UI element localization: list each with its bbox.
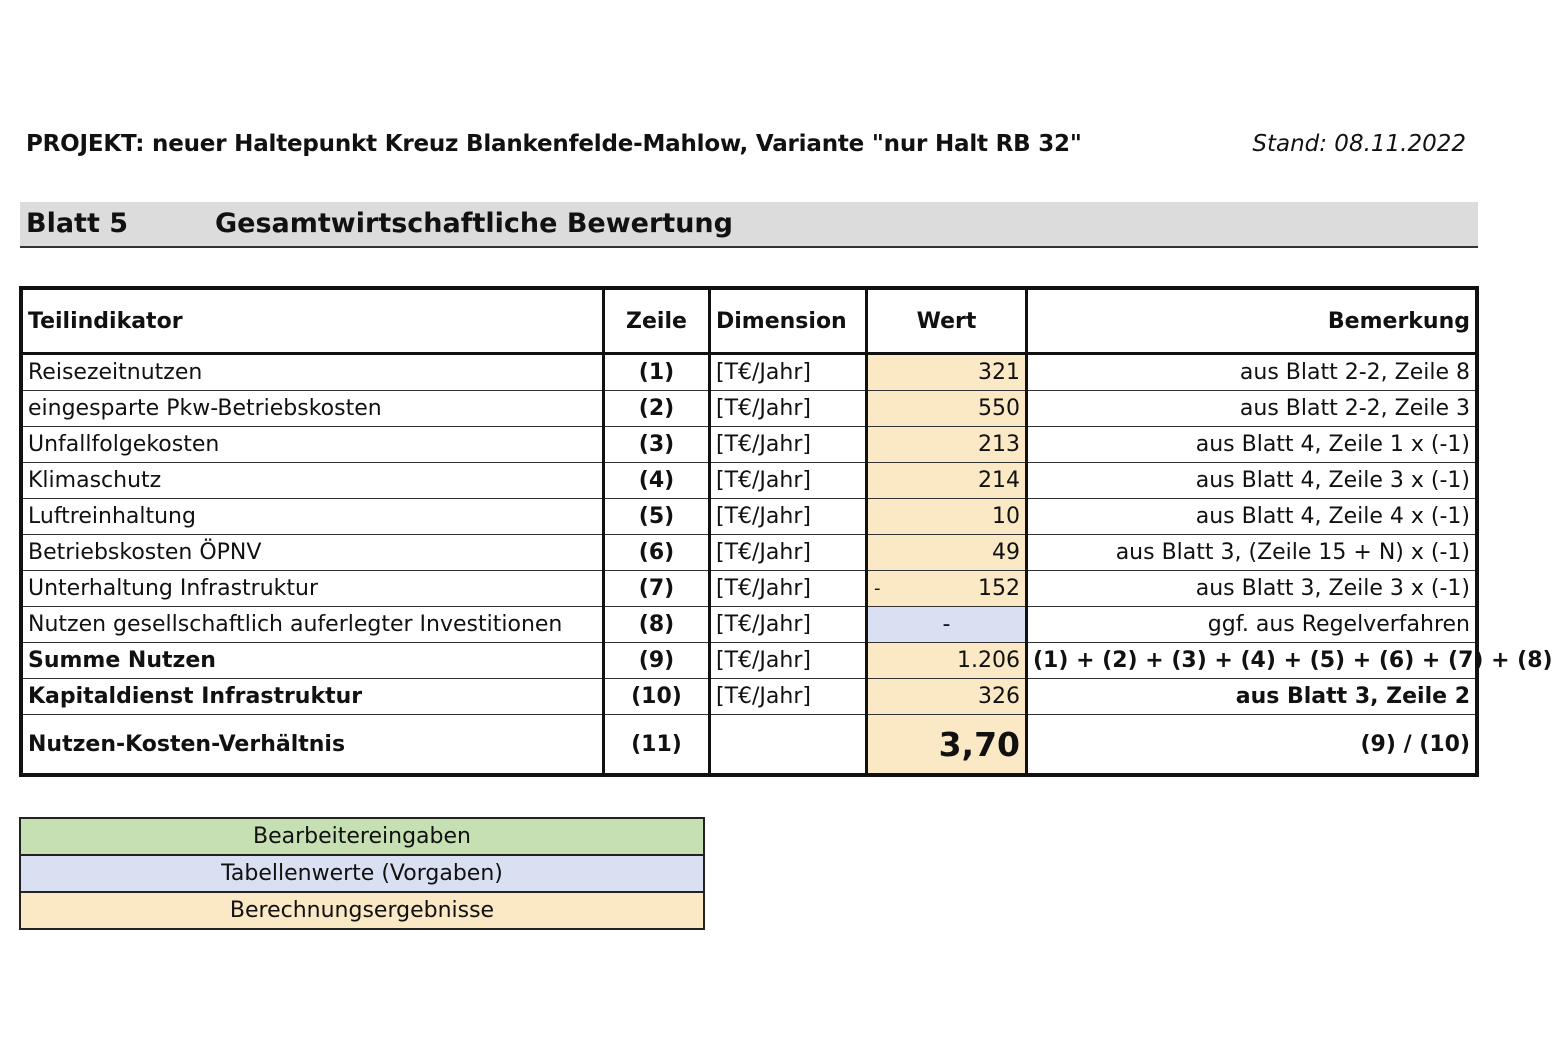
line-cell: (10)	[604, 679, 710, 715]
remark-cell: ggf. aus Regelverfahren	[1027, 607, 1478, 643]
value-cell: 213	[867, 427, 1027, 463]
header-dimension: Dimension	[710, 288, 867, 354]
line-cell: (5)	[604, 499, 710, 535]
header-remark: Bemerkung	[1027, 288, 1478, 354]
header-value: Wert	[867, 288, 1027, 354]
remark-cell: (1) + (2) + (3) + (4) + (5) + (6) + (7) + (8)	[1027, 643, 1478, 679]
table-row	[21, 679, 1477, 715]
table-row	[21, 715, 1477, 776]
value-sign: -	[874, 578, 881, 599]
legend-item-results: Berechnungsergebnisse	[20, 892, 704, 929]
line-cell: (1)	[604, 354, 710, 391]
dimension-cell: [T€/Jahr]	[710, 607, 867, 643]
value-cell	[867, 571, 1027, 607]
indicator-cell: eingesparte Pkw-Betriebskosten	[21, 391, 604, 427]
table-row	[21, 354, 1477, 391]
indicator-cell: Luftreinhaltung	[21, 499, 604, 535]
value-cell: 326	[867, 679, 1027, 715]
remark-cell: aus Blatt 3, Zeile 2	[1027, 679, 1478, 715]
indicator-cell: Reisezeitnutzen	[21, 354, 604, 391]
remark-cell: aus Blatt 2-2, Zeile 3	[1027, 391, 1478, 427]
table-row	[21, 391, 1477, 427]
remark-cell: aus Blatt 4, Zeile 1 x (-1)	[1027, 427, 1478, 463]
remark-cell: aus Blatt 4, Zeile 3 x (-1)	[1027, 463, 1478, 499]
value-cell: 10	[867, 499, 1027, 535]
table-row	[21, 535, 1477, 571]
indicator-cell: Betriebskosten ÖPNV	[21, 535, 604, 571]
evaluation-table	[19, 286, 1553, 777]
value-cell: 49	[867, 535, 1027, 571]
line-cell: (9)	[604, 643, 710, 679]
dimension-cell: [T€/Jahr]	[710, 499, 867, 535]
table-row	[21, 571, 1477, 607]
line-cell: (2)	[604, 391, 710, 427]
remark-cell: aus Blatt 3, (Zeile 15 + N) x (-1)	[1027, 535, 1478, 571]
remark-cell: (9) / (10)	[1027, 715, 1478, 776]
line-cell: (8)	[604, 607, 710, 643]
dimension-cell: [T€/Jahr]	[710, 535, 867, 571]
value-cell: 3,70	[867, 715, 1027, 776]
indicator-cell: Summe Nutzen	[21, 643, 604, 679]
stand-date: Stand: 08.11.2022	[1252, 131, 1466, 157]
header-indicator: Teilindikator	[21, 288, 604, 354]
dimension-cell: [T€/Jahr]	[710, 391, 867, 427]
table-row	[21, 643, 1477, 679]
sheet-title: Gesamtwirtschaftliche Bewertung	[215, 208, 733, 239]
dimension-cell: [T€/Jahr]	[710, 427, 867, 463]
sheet-number: Blatt 5	[26, 208, 129, 239]
remark-cell: aus Blatt 3, Zeile 3 x (-1)	[1027, 571, 1478, 607]
value-cell: 214	[867, 463, 1027, 499]
dimension-cell	[710, 715, 867, 776]
project-title: PROJEKT: neuer Haltepunkt Kreuz Blankenfelde-Mahlow, Variante "nur Halt RB 32"	[26, 131, 1082, 157]
table-row	[21, 499, 1477, 535]
table-row	[21, 463, 1477, 499]
line-cell: (11)	[604, 715, 710, 776]
remark-cell: aus Blatt 2-2, Zeile 8	[1027, 354, 1478, 391]
header-line: Zeile	[604, 288, 710, 354]
line-cell: (3)	[604, 427, 710, 463]
value-cell: 550	[867, 391, 1027, 427]
legend-item-inputs: Bearbeitereingaben	[20, 818, 704, 855]
indicator-cell: Kapitaldienst Infrastruktur	[21, 679, 604, 715]
indicator-cell: Klimaschutz	[21, 463, 604, 499]
legend-item-table-values: Tabellenwerte (Vorgaben)	[20, 855, 704, 892]
indicator-cell: Nutzen gesellschaftlich auferlegter Investitionen	[21, 607, 604, 643]
dimension-cell: [T€/Jahr]	[710, 354, 867, 391]
dimension-cell: [T€/Jahr]	[710, 571, 867, 607]
table-row	[21, 427, 1477, 463]
indicator-cell: Unfallfolgekosten	[21, 427, 604, 463]
value-number: 152	[978, 576, 1020, 601]
value-cell: -	[867, 607, 1027, 643]
dimension-cell: [T€/Jahr]	[710, 463, 867, 499]
indicator-cell: Nutzen-Kosten-Verhältnis	[21, 715, 604, 776]
color-legend	[19, 817, 705, 930]
value-cell: 321	[867, 354, 1027, 391]
table-header-row	[21, 288, 1477, 354]
indicator-cell: Unterhaltung Infrastruktur	[21, 571, 604, 607]
table-row	[21, 607, 1477, 643]
line-cell: (6)	[604, 535, 710, 571]
remark-cell: aus Blatt 4, Zeile 4 x (-1)	[1027, 499, 1478, 535]
sheet-header	[20, 202, 1478, 248]
dimension-cell: [T€/Jahr]	[710, 679, 867, 715]
value-cell: 1.206	[867, 643, 1027, 679]
line-cell: (4)	[604, 463, 710, 499]
line-cell: (7)	[604, 571, 710, 607]
dimension-cell: [T€/Jahr]	[710, 643, 867, 679]
